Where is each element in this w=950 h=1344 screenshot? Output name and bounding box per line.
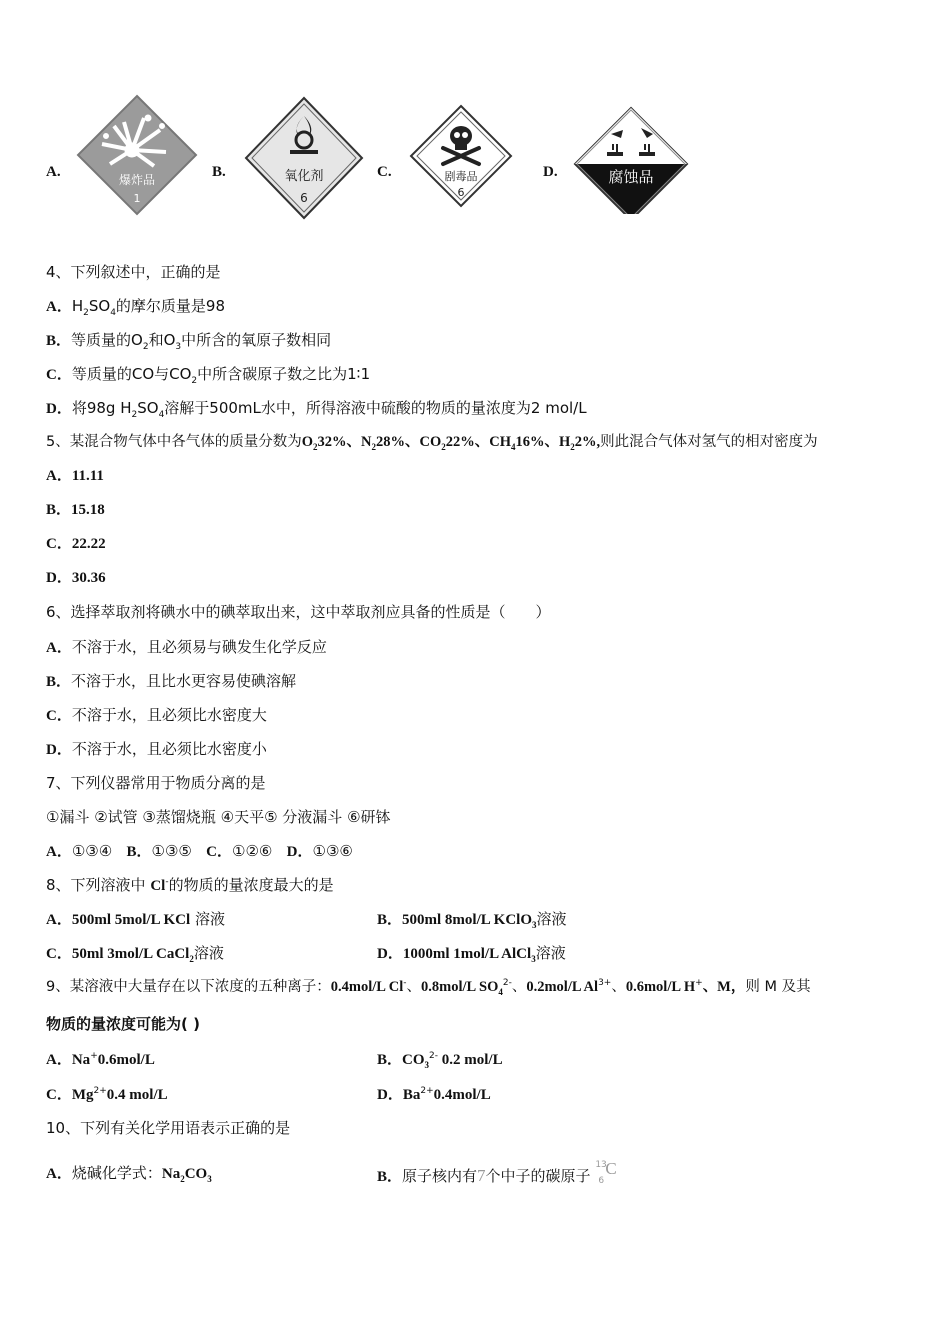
- question-9-option-d: D．$Ba^{2+}0.4mol/L$: [377, 1086, 491, 1103]
- question-8-option-a: A．500ml 5mol/L KCl 溶液: [46, 910, 225, 928]
- question-5-stem: 5、某混合物气体中各气体的质量分数为$O_232\%$、$N_228\%$、$CO_222\%$、$CH_416\%$、$H_22\%$,则此混合气体对氢气的相对密度为: [46, 434, 818, 452]
- question-10-stem: 10、下列有关化学用语表示正确的是: [46, 1119, 291, 1137]
- question-8-option-c: C．50ml 3mol/L CaCl$_2$溶液: [46, 944, 224, 964]
- sign-label: 腐蚀品: [608, 168, 654, 186]
- question-6-option-d: D．不溶于水，且必须比水密度小: [46, 740, 267, 758]
- carbon-13-isotope: 13 6 C: [595, 1159, 617, 1186]
- question-9-option-c: C．$Mg^{2+}0.4$ mol/L: [46, 1086, 168, 1103]
- sign-number: 6: [300, 191, 308, 205]
- sign-label: 剧毒品: [444, 170, 478, 183]
- question-4-option-d: D．将98g $H_2SO_4$溶解于500mL水中，所得溶液中硫酸的物质的量浓度为2 mol/L: [46, 399, 587, 420]
- question-10-option-a: A．烧碱化学式：$Na_2CO_3$: [46, 1164, 212, 1184]
- question-5-option-c: C．22.22: [46, 536, 106, 552]
- sign-label: 爆炸品: [118, 173, 156, 187]
- question-8-option-d: D．1000ml 1mol/L AlCl$_3$溶液: [377, 944, 566, 964]
- question-10-option-b: B．原子核内有7个中子的碳原子 13 6 C: [377, 1163, 619, 1187]
- sign-option-letter: D.: [543, 164, 558, 180]
- question-5-option-a: A．11.11: [46, 468, 104, 484]
- toxic-hazard-sign-icon: [405, 92, 517, 210]
- sign-label: 氧化剂: [284, 169, 324, 184]
- question-9-option-b: B．$CO_3^{2-}$ 0.2 mol/L: [377, 1051, 503, 1070]
- question-7-stem: 7、下列仪器常用于物质分离的是: [46, 774, 266, 792]
- question-7-items: ①漏斗 ②试管 ③蒸馏烧瓶 ④天平⑤ 分液漏斗 ⑥研钵: [46, 808, 391, 826]
- question-7-options: A．①③④ B．①③⑤ C．①②⑥ D．①③⑥: [46, 842, 353, 860]
- question-4-stem: 4、下列叙述中，正确的是: [46, 263, 221, 281]
- question-8-option-b: B．500ml 8mol/L KClO$_3$溶液: [377, 910, 567, 930]
- question-6-option-c: C．不溶于水，且必须比水密度大: [46, 706, 267, 724]
- question-5-option-d: D．30.36: [46, 570, 106, 586]
- oxidizer-hazard-sign-icon: [242, 92, 366, 222]
- explosive-hazard-sign-icon: [74, 92, 200, 218]
- question-6-option-a: A．不溶于水，且必须易与碘发生化学反应: [46, 638, 327, 656]
- sign-option-letter: B.: [212, 164, 226, 180]
- question-8-stem: 8、下列溶液中 Cl-的物质的量浓度最大的是: [46, 876, 334, 894]
- question-6-stem: 6、选择萃取剂将碘水中的碘萃取出来，这中萃取剂应具备的性质是（ ）: [46, 603, 551, 621]
- question-9-stem: 9、某溶液中大量存在以下浓度的五种离子：0.4mol/L Cl-、0.8mol/L $SO_4^{2-}$、0.2mol/L $Al^{3+}$、0.6mol/L H+、M，则 M 及其: [46, 978, 811, 997]
- hazard-signs-row: [0, 92, 950, 242]
- question-5-option-b: B．15.18: [46, 502, 105, 518]
- question-4-option-c: C．等质量的CO与$CO_2$中所含碳原子数之比为1∶1: [46, 365, 371, 386]
- sign-option-letter: C.: [377, 164, 392, 180]
- sign-option-letter: A.: [46, 164, 61, 180]
- question-4-option-b: B．等质量的$O_2$和$O_3$中所含的氧原子数相同: [46, 331, 332, 352]
- question-4-option-a: A．$H_2SO_4$的摩尔质量是98: [46, 297, 226, 318]
- sign-number: 1: [133, 192, 141, 205]
- question-9-option-a: A．Na+0.6mol/L: [46, 1051, 155, 1068]
- corrosive-hazard-sign-icon: [571, 92, 691, 214]
- question-6-option-b: B．不溶于水，且比水更容易使碘溶解: [46, 672, 297, 690]
- sign-number: 6: [457, 186, 465, 199]
- question-9-stem-line2: 物质的量浓度可能为( ): [46, 1015, 200, 1033]
